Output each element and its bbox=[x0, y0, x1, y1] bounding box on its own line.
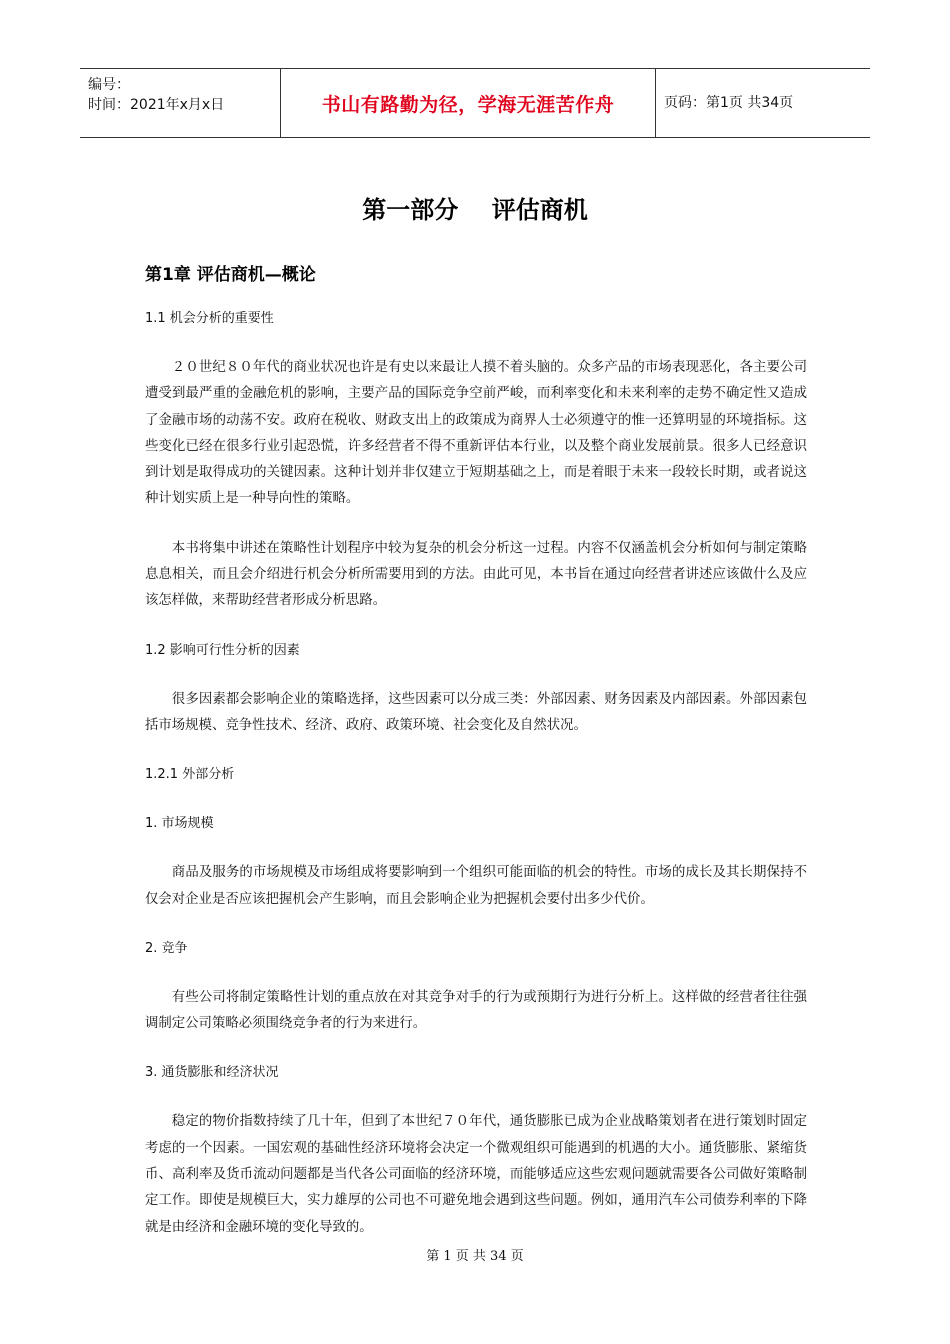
paragraph: 稳定的物价指数持续了几十年，但到了本世纪７０年代，通货膨胀已成为企业战略策划者在进行策划时固定考虑的一个因素。一国宏观的基础性经济环境将会决定一个微观组织可能遇到的机遇的大小。通货膨胀、紧缩货币、高利率及货币流动问题都是当代各公司面临的经济环境，而能够适应这些宏观问题就需要各公司做好策略制定工作。即使是规模巨大，实力雄厚的公司也不可避免地会遇到这些问题。例如，通用汽车公司债券利率的下降就是由经济和金融环境的变化导致的。 bbox=[145, 1114, 807, 1235]
header-motto-cell bbox=[281, 69, 656, 137]
section-heading-1-2: 1.2 影响可行性分析的因素 bbox=[145, 642, 300, 658]
paragraph: 本书将集中讲述在策略性计划程序中较为复杂的机会分析这一过程。内容不仅涵盖机会分析如何与制定策略息息相关，而且会介绍进行机会分析所需要用到的方法。由此可见，本书旨在通过向经营者讲述应该做什么及应该怎样做，来帮助经营者形成分析思路。 bbox=[145, 540, 807, 609]
section-heading-1-1: 1.1 机会分析的重要性 bbox=[145, 311, 274, 326]
page-footer: 第 1 页 共 34 页 bbox=[426, 1249, 524, 1264]
document-body bbox=[145, 306, 807, 1264]
header-meta-cell bbox=[80, 69, 281, 137]
subheading-inflation: 3. 通货膨胀和经济状况 bbox=[145, 1065, 279, 1081]
part-title: 第一部分 评估商机 bbox=[362, 196, 588, 224]
paragraph: 有些公司将制定策略性计划的重点放在对其竞争对手的行为或预期行为进行分析上。这样做的经营者往往强调制定公司策略必须围绕竞争者的行为来进行。 bbox=[145, 989, 807, 1032]
document-date-label: 时间：2021年x月x日 bbox=[88, 97, 225, 113]
header-page-cell bbox=[656, 69, 870, 137]
chapter-title: 第1章 评估商机—概论 bbox=[145, 265, 316, 285]
paragraph: ２０世纪８０年代的商业状况也许是有史以来最让人摸不着头脑的。众多产品的市场表现恶化，各主要公司遭受到最严重的金融危机的影响，主要产品的国际竞争空前严峻，而利率变化和未来利率的走势不确定性又造成了金融市场的动荡不安。政府在税收、财政支出上的政策成为商界人士必须遵守的惟一还算明显的环境指标。这些变化已经在很多行业引起恐慌，许多经营者不得不重新评估本行业，以及整个商业发展前景。很多人已经意识到计划是取得成功的关键因素。这种计划并非仅建立于短期基础之上，而是着眼于未来一段较长时期，或者说这种计划实质上是一种导向性的策略。 bbox=[145, 360, 807, 507]
header-page-number: 页码：第1页 共34页 bbox=[664, 95, 794, 111]
subheading-market-size: 1. 市场规模 bbox=[145, 816, 214, 832]
subheading-competition: 2. 竞争 bbox=[145, 940, 188, 956]
page-header bbox=[80, 68, 870, 138]
paragraph: 很多因素都会影响企业的策略选择，这些因素可以分成三类：外部因素、财务因素及内部因素。外部因素包括市场规模、竞争性技术、经济、政府、政策环境、社会变化及自然状况。 bbox=[145, 691, 807, 733]
section-heading-1-2-1: 1.2.1 外部分析 bbox=[145, 767, 235, 783]
header-motto: 书山有路勤为径，学海无涯苦作舟 bbox=[321, 93, 615, 116]
document-number-label: 编号： bbox=[88, 77, 130, 93]
paragraph: 商品及服务的市场规模及市场组成将要影响到一个组织可能面临的机会的特性。市场的成长及其长期保持不仅会对企业是否应该把握机会产生影响，而且会影响企业为把握机会要付出多少代价。 bbox=[145, 865, 807, 907]
